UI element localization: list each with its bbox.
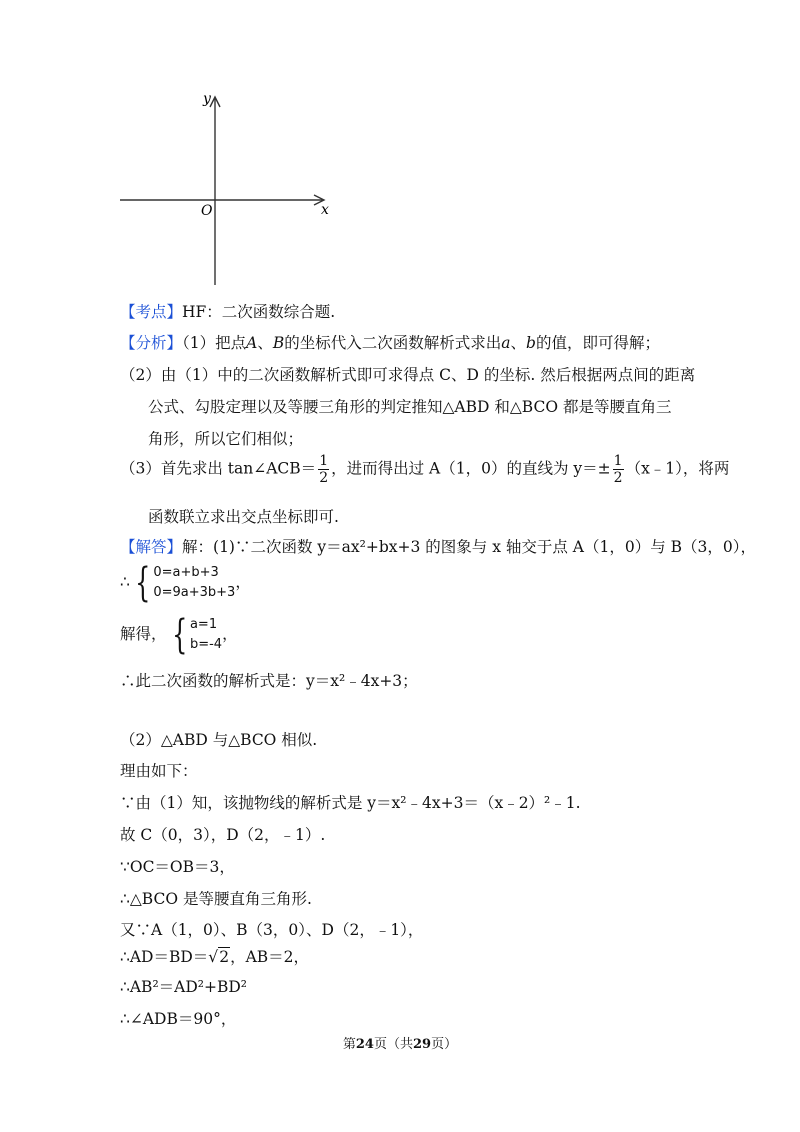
point-b: B — [272, 334, 285, 352]
coordinate-axes-figure — [115, 90, 335, 290]
jieda-system-1 — [120, 560, 760, 606]
footer-text: 页） — [431, 1037, 458, 1052]
fenxi-text: （x﹣1），将两 — [625, 459, 730, 478]
fraction-denominator: 2 — [613, 470, 623, 486]
kaodian-text: HF：二次函数综合题. — [182, 303, 336, 321]
page-number: 24 — [355, 1037, 374, 1052]
equation-row: 0=a+b+3 — [153, 565, 219, 580]
fenxi-text: ，进而得出过 A（1，0）的直线为 y＝± — [331, 459, 611, 478]
var-b: b — [526, 334, 536, 352]
therefore-symbol: ∴ — [120, 573, 130, 591]
jieda-line-5: （2）△ABD 与△BCO 相似. — [120, 731, 318, 749]
fenxi-line-1 — [120, 331, 760, 353]
equation-row: 0=9a+3b+3 — [153, 585, 236, 600]
fraction-denominator: 2 — [319, 470, 329, 486]
footer-text: 页（共 — [373, 1037, 413, 1052]
fenxi-line-6: 函数联立求出交点坐标即可. — [148, 508, 339, 526]
var-a: a — [501, 334, 511, 352]
y-axis-label: y — [203, 91, 211, 107]
jieda-text: ∴AD＝BD＝√ — [120, 948, 219, 966]
fenxi-text: 的坐标代入二次函数解析式求出 — [284, 334, 502, 352]
sep: 、 — [510, 334, 527, 352]
solution-system: { a=1 b=-4 — [171, 612, 223, 658]
jieda-line-12 — [120, 945, 760, 967]
jieda-text: ，AB＝2， — [230, 948, 310, 966]
fraction-one-half — [613, 454, 624, 485]
jieda-line-13: ∴AB²＝AD²+BD² — [120, 978, 248, 996]
x-axis-label: x — [321, 202, 329, 218]
kaodian-line — [120, 300, 760, 322]
fraction-one-half — [318, 454, 329, 485]
equation-row: a=1 — [189, 617, 218, 632]
kaodian-tag: 【考点】 — [120, 303, 183, 321]
fenxi-text: 的值，即可得解； — [535, 334, 660, 352]
jieda-text: 解：(1)∵二次函数 y＝ax²+bx+3 的图象与 x 轴交于点 A（1，0）与 B（3，0）， — [182, 538, 757, 556]
jieda-line-4: ∴此二次函数的解析式是：y＝x²﹣4x+3； — [120, 672, 418, 690]
jieda-line-6: 理由如下： — [120, 762, 198, 780]
equation-row: b=-4 — [189, 637, 223, 652]
fenxi-line-3: 公式、勾股定理以及等腰三角形的判定推知△ABD 和△BCO 都是等腰直角三 — [148, 398, 672, 416]
comma: ， — [222, 625, 238, 643]
fenxi-text: （1）把点 — [182, 334, 247, 352]
jieda-line-8: 故 C（0，3），D（2，﹣1）. — [120, 826, 326, 844]
jieda-line-10: ∴△BCO 是等腰直角三角形. — [120, 890, 312, 908]
jieda-line-7: ∵由（1）知，该抛物线的解析式是 y＝x²﹣4x+3＝（x﹣2）²﹣1. — [120, 794, 581, 812]
fenxi-line-2: （2）由（1）中的二次函数解析式即可求得点 C、D 的坐标. 然后根据两点间的距离 — [120, 366, 696, 384]
jieda-system-2 — [120, 612, 760, 658]
jieda-line-1 — [120, 535, 760, 557]
jieda-text: 解得， — [120, 625, 167, 643]
fraction-numerator: 1 — [319, 453, 329, 469]
fraction-numerator: 1 — [613, 453, 623, 469]
comma: ， — [235, 573, 251, 591]
sqrt-radicand: 2 — [219, 948, 230, 966]
page-footer — [0, 1033, 800, 1052]
fenxi-text: （3）首先求出 tan∠ACB＝ — [120, 459, 317, 478]
footer-text: 第 — [342, 1037, 356, 1052]
origin-label: O — [201, 203, 213, 219]
jieda-tag: 【解答】 — [120, 538, 183, 556]
sep: 、 — [257, 334, 273, 352]
total-pages: 29 — [413, 1037, 432, 1052]
fenxi-tag: 【分析】 — [120, 334, 183, 352]
jieda-line-14: ∴∠ADB＝90°， — [120, 1010, 237, 1028]
fenxi-line-5 — [120, 454, 760, 485]
fenxi-line-4: 角形，所以它们相似； — [148, 430, 304, 448]
point-a: A — [246, 334, 258, 352]
jieda-line-9: ∵OC＝OB＝3， — [120, 858, 235, 876]
jieda-line-11: 又∵A（1，0）、B（3，0）、D（2，﹣1）， — [120, 921, 424, 939]
equation-system: { 0=a+b+3 0=9a+3b+3 — [134, 560, 236, 606]
